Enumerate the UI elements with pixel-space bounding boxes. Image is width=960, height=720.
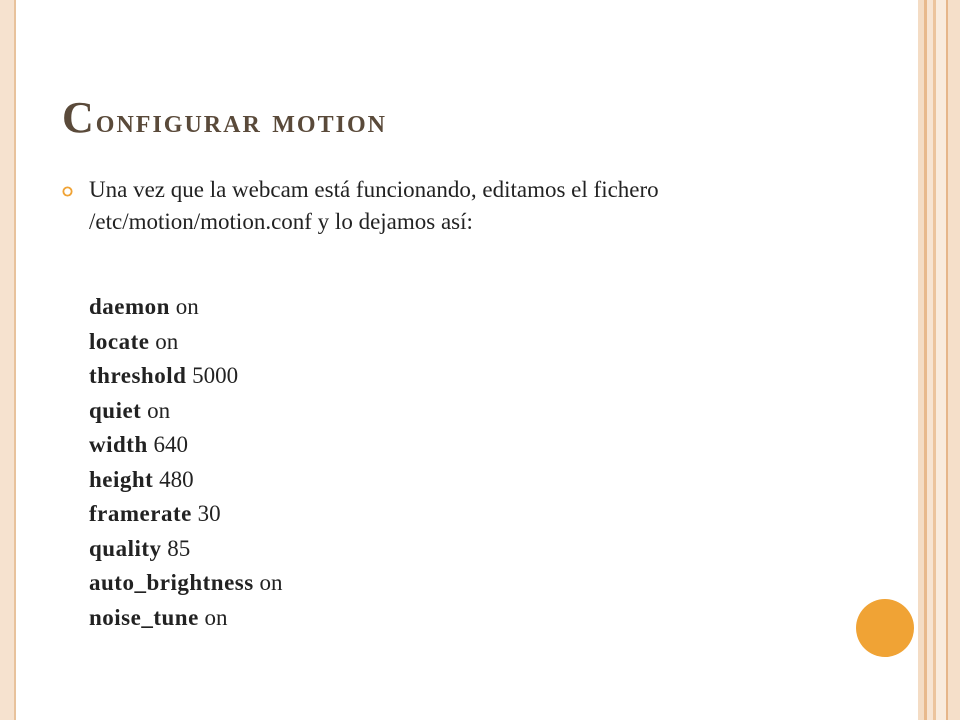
config-value: on (259, 570, 283, 595)
left-border (0, 0, 14, 720)
right-stripe (948, 0, 960, 720)
config-value: on (204, 604, 228, 630)
left-border-line (14, 0, 16, 720)
config-line (89, 290, 282, 325)
config-value: 480 (159, 466, 194, 492)
config-value: on (155, 328, 179, 354)
config-value: on (147, 397, 171, 423)
config-line (89, 497, 282, 532)
config-value: 85 (167, 535, 191, 561)
config-value: 640 (153, 432, 188, 457)
config-key: threshold (89, 363, 187, 388)
config-key: noise_tune (89, 604, 199, 630)
config-key: width (89, 432, 148, 457)
config-key: locate (89, 328, 150, 354)
config-key: quality (89, 535, 162, 561)
decorative-orange-dot (856, 599, 914, 657)
config-line (89, 601, 282, 636)
config-line (89, 359, 282, 394)
config-key: height (89, 466, 154, 492)
bullet-circle-icon (62, 186, 73, 197)
title-initial: C (62, 93, 96, 142)
config-line (89, 394, 282, 429)
config-line (89, 325, 282, 360)
config-line (89, 428, 282, 463)
config-key: auto_brightness (89, 570, 254, 595)
config-line (89, 463, 282, 498)
config-line (89, 532, 282, 567)
config-key: daemon (89, 294, 170, 319)
config-value: 5000 (192, 363, 239, 388)
config-value: 30 (197, 501, 221, 526)
right-stripe (936, 0, 946, 720)
config-key: framerate (89, 501, 192, 526)
intro-paragraph: Una vez que la webcam está funcionando, editamos el fichero /etc/motion/motion.conf y lo dejamos así: (89, 177, 659, 234)
title-rest: onfigurar motion (95, 103, 387, 140)
slide-title (62, 92, 387, 143)
config-line (89, 566, 282, 601)
config-value: on (175, 294, 199, 319)
config-key: quiet (89, 397, 142, 423)
config-list (89, 290, 282, 635)
